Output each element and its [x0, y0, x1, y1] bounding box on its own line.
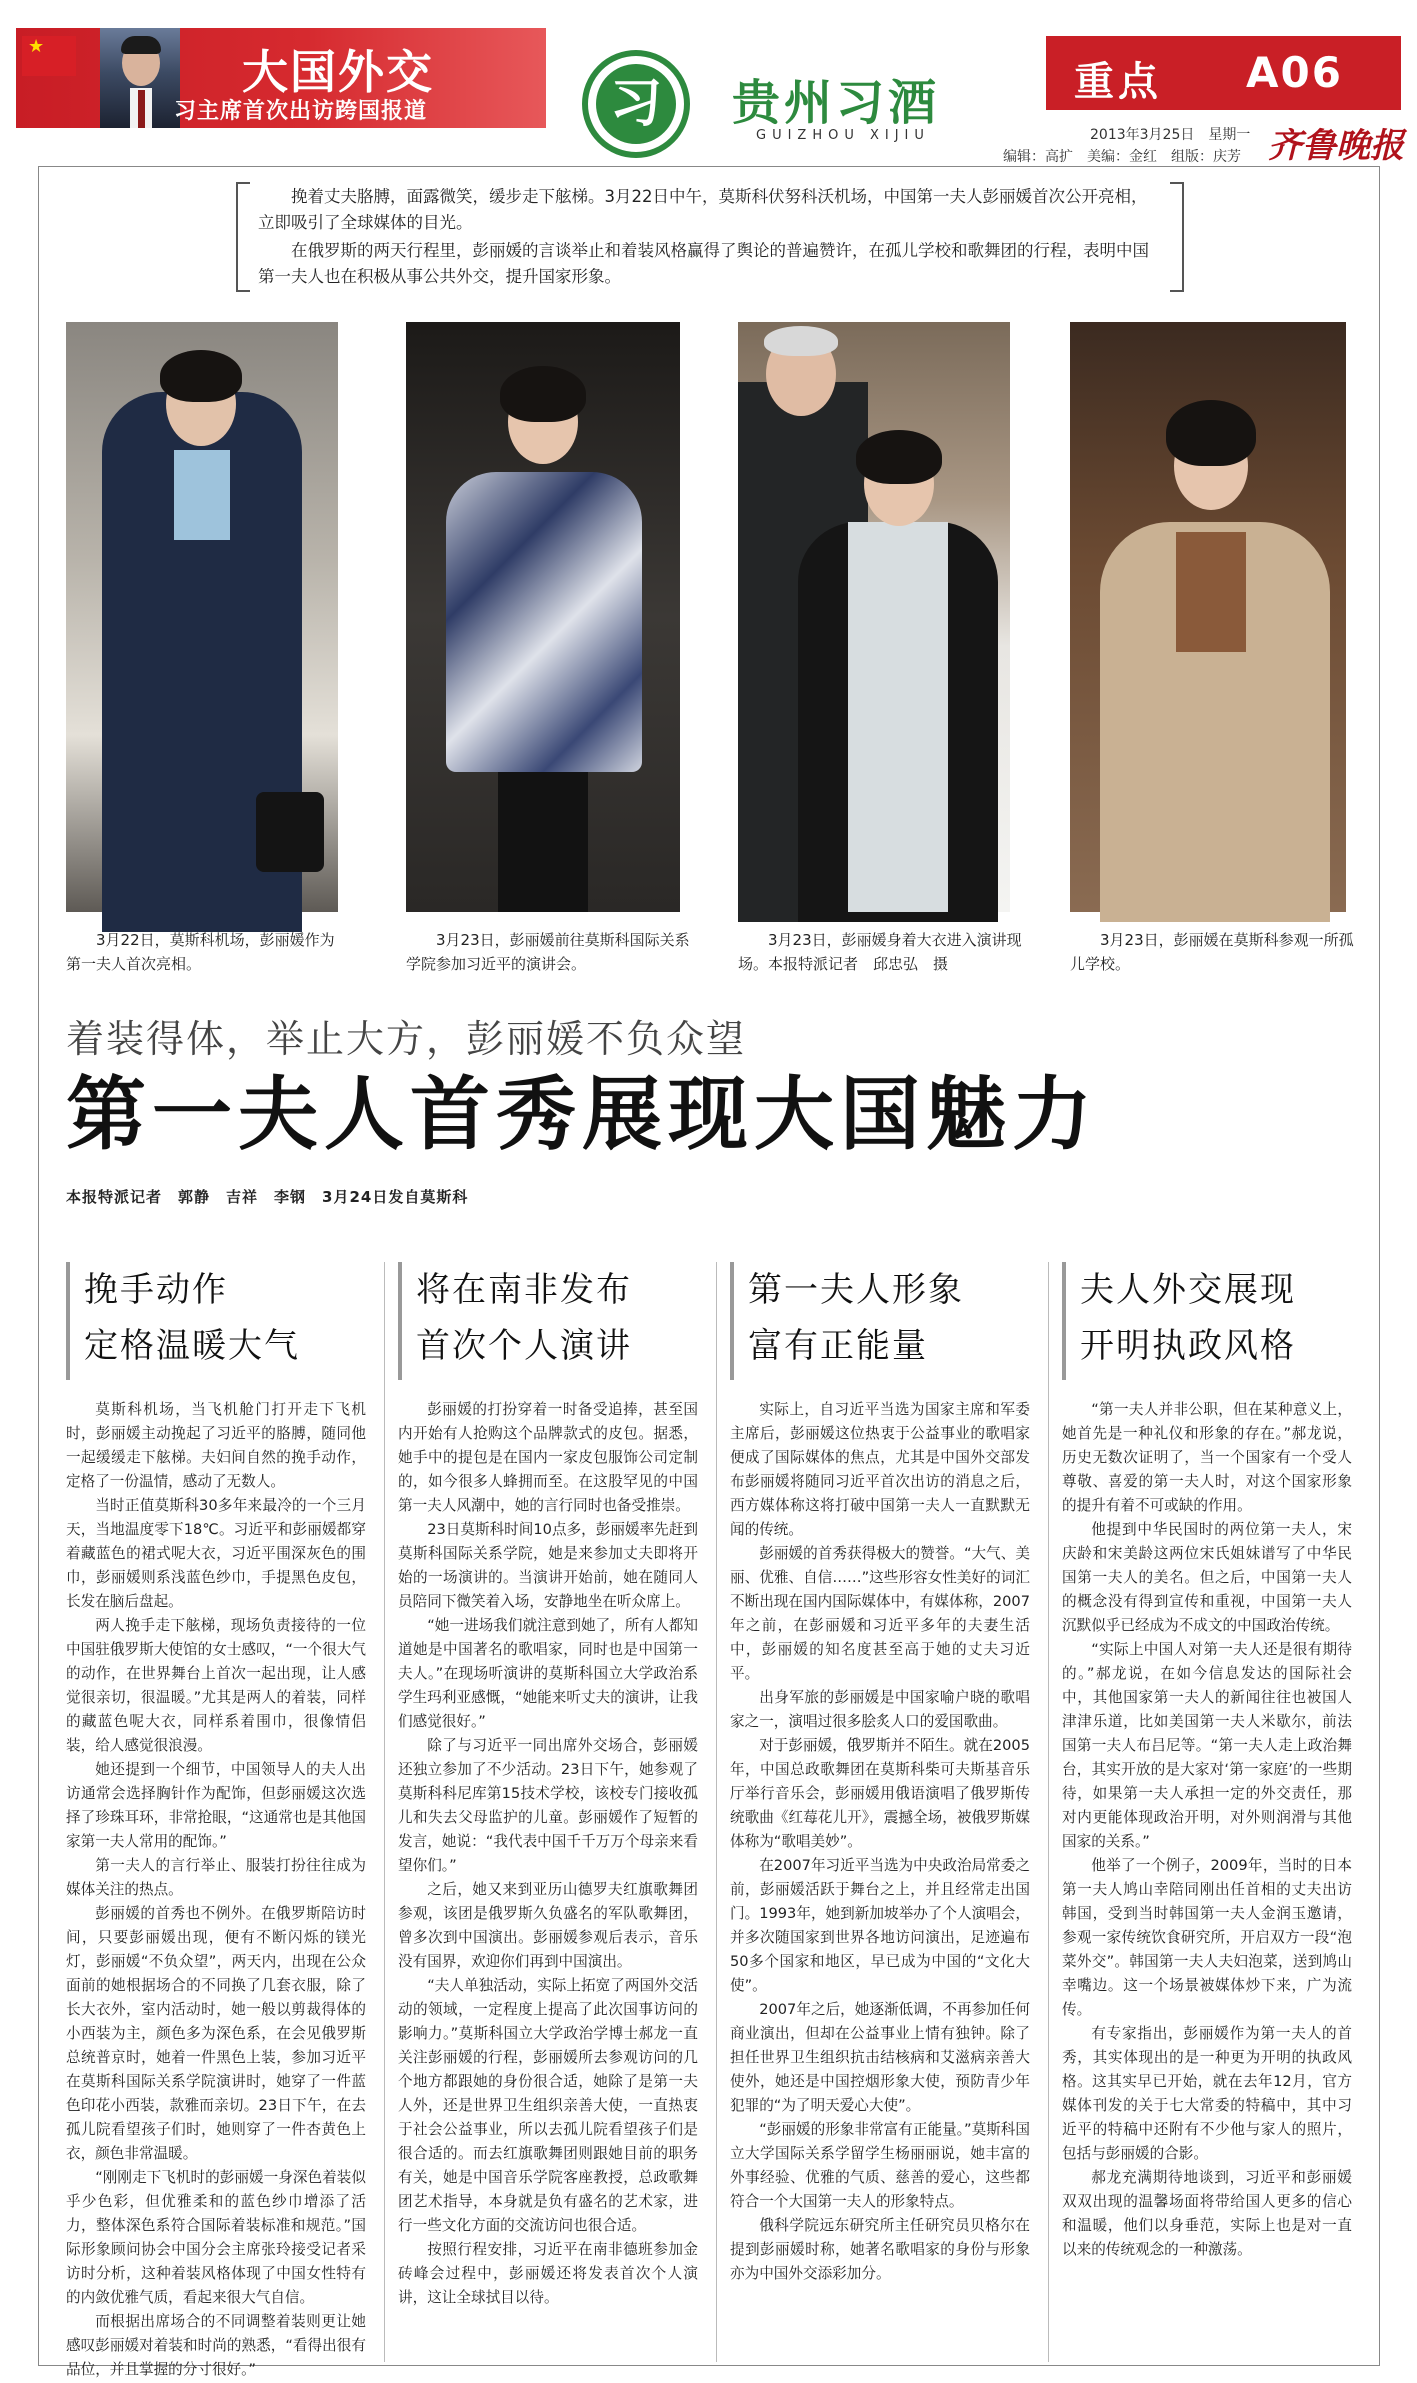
column-subheading: 夫人外交展现 开明执政风格 [1062, 1262, 1352, 1380]
advert-logo-glyph: 习 [596, 64, 676, 144]
newspaper-logo: 齐鲁晚报 [1268, 126, 1404, 166]
page-number: A06 [1246, 48, 1343, 97]
photo-caption-3: 3月23日，彭丽媛身着大衣进入演讲现场。本报特派记者 邱忠弘 摄 [738, 931, 1022, 973]
leader-portrait [100, 28, 180, 128]
photo-lecture-arrival [406, 322, 680, 912]
advert-name: 贵州习酒 [732, 75, 941, 131]
column-divider [716, 1262, 717, 2362]
lead-text-2: 在俄罗斯的两天行程里，彭丽媛的言谈举止和着装风格赢得了舆论的普遍赞许，在孤儿学校和歌舞团的行程，表明中国第一夫人也在积极从事公共外交，提升国家形象。 [258, 241, 1149, 286]
column-body: 实际上，自习近平当选为国家主席和军委主席后，彭丽媛这位热衷于公益事业的歌唱家便成了国际媒体的焦点，尤其是中国外交部发布彭丽媛将随同习近平首次出访的消息之后，西方媒体称这将打破中国第一夫人一直默默无闻的传统。 彭丽媛的首秀获得极大的赞誉。“大气、美丽、优雅、自信……”这些形容女性美好的词汇不断出现在国内国际媒体中，有媒体称，2007年之前，在彭丽媛和习近平多年的夫妻生活中，彭丽媛的知名度甚至高于她的丈夫习近平。 出身军旅的彭丽媛是中国家喻户晓的歌唱家之一，演唱过很多脍炙人口的爱国歌曲。 对于彭丽媛，俄罗斯并不陌生。就在2005年，中国总政歌舞团在莫斯科柴可夫斯基音乐厅举行音乐会，彭丽媛用俄语演唱了俄罗斯传统歌曲《红莓花儿开》，震撼全场，被俄罗斯媒体称为“歌唱美妙”。 在2007年习近平当选为中央政治局常委之前，彭丽媛活跃于舞台之上，并且经常走出国门。1993年，她到新加坡举办了个人演唱会，并多次随国家到世界各地访问演出，足迹遍布50多个国家和地区，早已成为中国的“文化大使”。 2007年之后，她逐渐低调，不再参加任何商业演出，但却在公益事业上情有独钟。除了担任世界卫生组织抗击结核病和艾滋病亲善大使外，她还是中国控烟形象大使，预防青少年犯罪的“为了明天爱心大使”。 “彭丽媛的形象非常富有正能量。”莫斯科国立大学国际关系学留学生杨丽丽说，她丰富的外事经验、优雅的气质、慈善的爱心，这些都符合一个大国第一夫人的形象特点。 俄科学院远东研究所主任研究员贝格尔在提到彭丽媛时称，她著名歌唱家的身份与形象亦为中国外交添彩加分。 [730, 1401, 1030, 2282]
photo-orphan-school [1070, 322, 1346, 912]
photo-caption-2: 3月23日，彭丽媛前往莫斯科国际关系学院参加习近平的演讲会。 [406, 931, 690, 973]
byline: 本报特派记者 郭静 吉祥 李钢 3月24日发自莫斯科 [66, 1188, 469, 1206]
photo-airport-arrival [66, 322, 338, 912]
column-body: 彭丽媛的打扮穿着一时备受追捧，甚至国内开始有人抢购这个品牌款式的皮包。据悉，她手中的提包是在国内一家皮包服饰公司定制的，如今很多人蜂拥而至。在这股罕见的中国第一夫人风潮中，她的言行同时也备受推崇。 23日莫斯科时间10点多，彭丽媛率先赶到莫斯科国际关系学院，她是来参加丈夫即将开始的一场演讲的。当演讲开始前，她在随同人员陪同下微笑着入场，安静地坐在听众席上。 “她一进场我们就注意到她了，所有人都知道她是中国著名的歌唱家，同时也是中国第一夫人。”在现场听演讲的莫斯科国立大学政治系学生玛利亚感慨，“她能来听丈夫的演讲，让我们感觉很好。” 除了与习近平一同出席外交场合，彭丽媛还独立参加了不少活动。23日下午，她参观了莫斯科科尼库第15技术学校，该校专门接收孤儿和失去父母监护的儿童。彭丽媛作了短暂的发言，她说：“我代表中国千千万万个母亲来看望你们。” 之后，她又来到亚历山德罗夫红旗歌舞团参观，该团是俄罗斯久负盛名的军队歌舞团，曾多次到中国演出。彭丽媛参观后表示，音乐没有国界，欢迎你们再到中国演出。 “夫人单独活动，实际上拓宽了两国外交活动的领域，一定程度上提高了此次国事访问的影响力。”莫斯科国立大学政治学博士郝龙一直关注彭丽媛的行程，彭丽媛所去参观访问的几个地方都跟她的身份很合适，她除了是第一夫人外，还是世界卫生组织亲善大使，一直热衷于社会公益事业，所以去孤儿院看望孩子们是很合适的。而去红旗歌舞团则跟她目前的职务有关，她是中国音乐学院客座教授，总政歌舞团艺术指导，本身就是负有盛名的艺术家，进行一些文化方面的交流访问也很合适。 按照行程安排，习近平在南非德班参加金砖峰会过程中，彭丽媛还将发表首次个人演讲，这让全球拭目以待。 [398, 1401, 698, 2306]
column-divider [384, 1262, 385, 2362]
column-subheading: 挽手动作 定格温暖大气 [66, 1262, 366, 1380]
lead-paragraph [236, 182, 1184, 294]
section-banner [16, 28, 546, 128]
section-subtitle: 习主席首次出访跨国报道 [174, 99, 428, 124]
photo-caption-4: 3月23日，彭丽媛在莫斯科参观一所孤儿学校。 [1070, 931, 1354, 973]
focus-label: 重点 [1074, 59, 1162, 105]
advert-english-name: GUIZHOU XIJIU [756, 128, 930, 143]
photo-caption-1: 3月22日，莫斯科机场，彭丽媛作为第一夫人首次亮相。 [66, 931, 335, 973]
issue-date: 2013年3月25日 星期一 [1090, 127, 1251, 143]
column-subheading: 第一夫人形象 富有正能量 [730, 1262, 1030, 1380]
section-title: 大国外交 [242, 45, 434, 99]
column-body: “第一夫人并非公职，但在某种意义上，她首先是一种礼仪和形象的存在。”郝龙说，历史无数次证明了，当一个国家有一个受人尊敬、喜爱的第一夫人时，对这个国家形象的提升有着不可或缺的作用。 他提到中华民国时的两位第一夫人，宋庆龄和宋美龄这两位宋氏姐妹谱写了中华民国第一夫人的美名。但之后，中国第一夫人的概念没有得到宣传和重视，中国第一夫人沉默似乎已经成为不成文的中国政治传统。 “实际上中国人对第一夫人还是很有期待的。”郝龙说，在如今信息发达的国际社会中，其他国家第一夫人的新闻往往也被国人津津乐道，比如美国第一夫人米歇尔，前法国第一夫人布吕尼等。“第一夫人走上政治舞台，其实开放的是大家对‘第一家庭’的一些期待，如果第一夫人承担一定的外交责任，那对内更能体现政治开明，对外则润滑与其他国家的关系。” 他举了一个例子，2009年，当时的日本第一夫人鸠山幸陪同刚出任首相的丈夫出访韩国，受到当时韩国第一夫人金润玉邀请，参观一家传统饮食研究所，开启双方一段“泡菜外交”。韩国第一夫人夫妇泡菜，送到鸠山幸嘴边。这一个场景被媒体炒下来，广为流传。 有专家指出，彭丽媛作为第一夫人的首秀，其实体现出的是一种更为开明的执政风格。这其实早已开始，就在去年12月，官方媒体刊发的关于七大常委的特稿中，其中习近平的特稿中还附有不少他与家人的照片，包括与彭丽媛的合影。 郝龙充满期待地谈到，习近平和彭丽媛双双出现的温馨场面将带给国人更多的信心和温暖，他们以身垂范，实际上也是对一直以来的传统观念的一种激荡。 [1062, 1401, 1352, 2258]
kicker: 着装得体，举止大方，彭丽媛不负众望 [66, 1017, 747, 1061]
china-flag-icon: ★ [22, 36, 76, 76]
headline: 第一夫人首秀展现大国魅力 [66, 1068, 1098, 1161]
advert-logo [582, 50, 690, 158]
editor-credits: 编辑：高扩 美编：金红 组版：庆芳 [1003, 149, 1241, 165]
column-subheading: 将在南非发布 首次个人演讲 [398, 1262, 698, 1380]
column-divider [1048, 1262, 1049, 2362]
page-tag [1046, 36, 1401, 110]
column-body: 莫斯科机场，当飞机舱门打开走下飞机时，彭丽媛主动挽起了习近平的胳膊，随同他一起缓缓走下舷梯。夫妇间自然的挽手动作，定格了一份温情，感动了无数人。 当时正值莫斯科30多年来最冷的一个三月天，当地温度零下18℃。习近平和彭丽媛都穿着藏蓝色的裙式呢大衣，习近平围深灰色的围巾，彭丽媛则系浅蓝色纱巾，手提黑色皮包，长发在脑后盘起。 两人挽手走下舷梯，现场负责接待的一位中国驻俄罗斯大使馆的女士感叹，“一个很大气的动作，在世界舞台上首次一起出现，让人感觉很亲切，很温暖。”尤其是两人的着装，同样的藏蓝色呢大衣，同样系着围巾，很像情侣装，给人感觉很浪漫。 她还提到一个细节，中国领导人的夫人出访通常会选择胸针作为配饰，但彭丽媛这次选择了珍珠耳环，非常抢眼，“这通常也是其他国家第一夫人常用的配饰。” 第一夫人的言行举止、服装打扮往往成为媒体关注的热点。 彭丽媛的首秀也不例外。在俄罗斯陪访时间，只要彭丽媛出现，便有不断闪烁的镁光灯，彭丽媛“不负众望”，两天内，出现在公众面前的她根据场合的不同换了几套衣服，除了长大衣外，室内活动时，她一般以剪裁得体的小西装为主，颜色多为深色系，在会见俄罗斯总统普京时，她着一件黑色上装，参加习近平在莫斯科国际关系学院演讲时，她穿了一件蓝色印花小西装，款雅而亲切。23日下午，在去孤儿院看望孩子们时，她则穿了一件杏黄色上衣，颜色非常温暖。 “刚刚走下飞机时的彭丽媛一身深色着装似乎少色彩，但优雅柔和的蓝色纱巾增添了活力，整体深色系符合国际着装标准和规范。”国际形象顾问协会中国分会主席张玲接受记者采访时分析，这种着装风格体现了中国女性特有的内敛优雅气质，看起来很大气自信。 而根据出席场合的不同调整着装则更让她感叹彭丽媛对着装和时尚的熟悉，“看得出很有品位，并且掌握的分寸很好。” [66, 1401, 366, 2378]
lead-text-1: 挽着丈夫胳膊，面露微笑，缓步走下舷梯。3月22日中午，莫斯科伏努科沃机场，中国第一夫人彭丽媛首次公开亮相，立即吸引了全球媒体的目光。 [258, 187, 1148, 232]
photo-lecture-hall [738, 322, 1010, 912]
